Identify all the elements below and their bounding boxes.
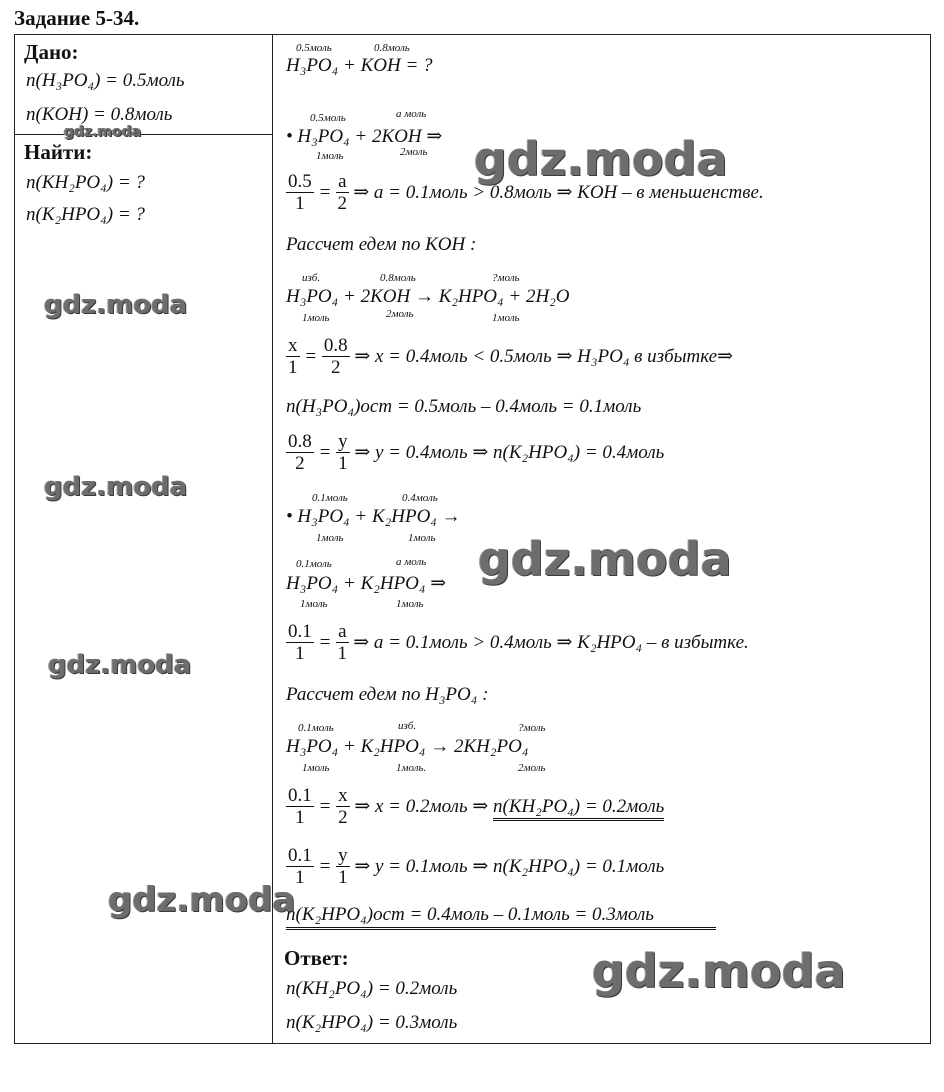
- watermark: gdz.moda: [44, 472, 188, 502]
- ratio-conclusion: ⇒ y = 0.1моль ⇒ n(K₂HPO₄) = 0.1моль: [354, 855, 665, 877]
- equation: H₃PO₄ + K₂HPO₄ ⇒: [286, 573, 447, 594]
- find-line: n(KH₂PO₄) = ?: [26, 172, 145, 193]
- find-line: n(K₂HPO₄) = ?: [26, 204, 145, 225]
- annotation: 1моль: [316, 150, 344, 162]
- result-k2hpo4: n(K₂HPO₄)ост = 0.4моль – 0.1моль = 0.3моль: [286, 904, 716, 930]
- fraction: $\frac{0.1}{1}$: [288, 621, 312, 664]
- fraction: $\frac{0.8}{2}$: [323, 335, 348, 378]
- ratio-line: $\frac{x}{1}$ = $\frac{0.8}{2}$ ⇒ x = 0.4моль < 0.5моль ⇒ H₃PO₄ в избытке⇒: [288, 335, 733, 378]
- annotation: a моль: [396, 108, 427, 120]
- annotation: 2моль: [400, 146, 428, 158]
- watermark: gdz.moda: [48, 650, 192, 680]
- ratio-conclusion: ⇒ x = 0.4моль < 0.5моль ⇒ H₃PO₄ в избытке⇒: [354, 345, 733, 367]
- annotation: ?моль: [518, 722, 546, 734]
- fraction: $\frac{0.1}{1}$: [288, 785, 312, 828]
- annotation: 0.1моль: [296, 558, 332, 570]
- find-heading: Найти:: [24, 140, 93, 164]
- watermark: gdz.moda: [108, 880, 296, 920]
- fraction: $\frac{0.8}{2}$: [288, 431, 312, 474]
- ratio-line: $\frac{0.8}{2}$ = $\frac{y}{1}$ ⇒ y = 0.4моль ⇒ n(K₂HPO₄) = 0.4моль: [288, 431, 665, 474]
- watermark: gdz.moda: [64, 124, 142, 140]
- ratio-conclusion: ⇒ x = 0.2моль ⇒: [354, 795, 489, 817]
- watermark: gdz.moda: [44, 290, 188, 320]
- annotation: 0.5моль: [310, 112, 346, 124]
- answer-line: n(KH₂PO₄) = 0.2моль: [286, 978, 458, 999]
- fraction: $\frac{y}{1}$: [338, 431, 348, 474]
- annotation: 1моль: [316, 532, 344, 544]
- ratio-line: $\frac{0.1}{1}$ = $\frac{a}{1}$ ⇒ a = 0.1моль > 0.4моль ⇒ K₂HPO₄ – в избытке.: [288, 621, 749, 664]
- equation: • H₃PO₄ + K₂HPO₄ →: [286, 506, 461, 527]
- annotation: 1моль: [302, 762, 330, 774]
- fraction: $\frac{a}{1}$: [337, 621, 348, 664]
- fraction: $\frac{0.1}{1}$: [288, 845, 312, 888]
- equation: • H₃PO₄ + 2KOH ⇒: [286, 126, 443, 147]
- annotation: 1моль: [300, 598, 328, 610]
- fraction: $\frac{x}{2}$: [338, 785, 348, 828]
- annotation: 1моль.: [396, 762, 427, 774]
- given-find-divider: [14, 134, 272, 135]
- annotation: 0.8моль: [374, 42, 410, 54]
- ratio-conclusion: ⇒ a = 0.1моль > 0.4моль ⇒ K₂HPO₄ – в избытке.: [353, 631, 749, 653]
- annotation: 1моль: [396, 598, 424, 610]
- watermark: gdz.moda: [478, 532, 732, 586]
- watermark: gdz.moda: [592, 944, 846, 998]
- equation: H₃PO₄ + 2KOH → K₂HPO₄ + 2H₂O: [286, 286, 570, 307]
- annotation: 0.5моль: [296, 42, 332, 54]
- ratio-conclusion: ⇒ a = 0.1моль > 0.8моль ⇒ KOH – в меньшенстве.: [353, 181, 764, 203]
- ratio-line: $\frac{0.1}{1}$ = $\frac{x}{2}$ ⇒ x = 0.2моль ⇒ n(KH₂PO₄) = 0.2моль: [288, 785, 665, 828]
- fraction: $\frac{a}{2}$: [337, 171, 348, 214]
- annotation: изб.: [302, 272, 321, 284]
- annotation: a моль: [396, 556, 427, 568]
- ratio-line: $\frac{0.5}{1}$ = $\frac{a}{2}$ ⇒ a = 0.1моль > 0.8моль ⇒ KOH – в меньшенстве.: [288, 171, 764, 214]
- answer-heading: Ответ:: [284, 946, 349, 970]
- annotation: изб.: [398, 720, 417, 732]
- calculation-note: Рассчет едем по KOH :: [286, 234, 477, 255]
- annotation: 2моль: [386, 308, 414, 320]
- given-heading: Дано:: [24, 40, 79, 64]
- answer-line: n(K₂HPO₄) = 0.3моль: [286, 1012, 458, 1033]
- watermark: gdz.moda: [474, 132, 728, 186]
- fraction: $\frac{y}{1}$: [338, 845, 348, 888]
- excess-line: [286, 904, 716, 930]
- calculation-note: Рассчет едем по H₃PO₄ :: [286, 684, 489, 705]
- annotation: 1моль: [492, 312, 520, 324]
- ratio-conclusion: ⇒ y = 0.4моль ⇒ n(K₂HPO₄) = 0.4моль: [354, 441, 665, 463]
- annotation: 1моль: [408, 532, 436, 544]
- annotation: 0.1моль: [312, 492, 348, 504]
- annotation: ?моль: [492, 272, 520, 284]
- annotation: 0.8моль: [380, 272, 416, 284]
- annotation: 1моль: [302, 312, 330, 324]
- equation: H₃PO₄ + K₂HPO₄ → 2KH₂PO₄: [286, 736, 529, 757]
- task-title: Задание 5-34.: [14, 6, 140, 30]
- result-kh2po4: n(KH₂PO₄) = 0.2моль: [493, 796, 664, 821]
- annotation: 2моль: [518, 762, 546, 774]
- fraction: $\frac{x}{1}$: [288, 335, 298, 378]
- given-line: n(H₃PO₄) = 0.5моль: [26, 70, 185, 91]
- equation: H₃PO₄ + KOH = ?: [286, 55, 433, 76]
- fraction: $\frac{0.5}{1}$: [288, 171, 312, 214]
- annotation: 0.4моль: [402, 492, 438, 504]
- excess-line: n(H₃PO₄)ост = 0.5моль – 0.4моль = 0.1моль: [286, 396, 642, 417]
- ratio-line: $\frac{0.1}{1}$ = $\frac{y}{1}$ ⇒ y = 0.1моль ⇒ n(K₂HPO₄) = 0.1моль: [288, 845, 665, 888]
- annotation: 0.1моль: [298, 722, 334, 734]
- given-line: n(KOH) = 0.8моль: [26, 104, 173, 125]
